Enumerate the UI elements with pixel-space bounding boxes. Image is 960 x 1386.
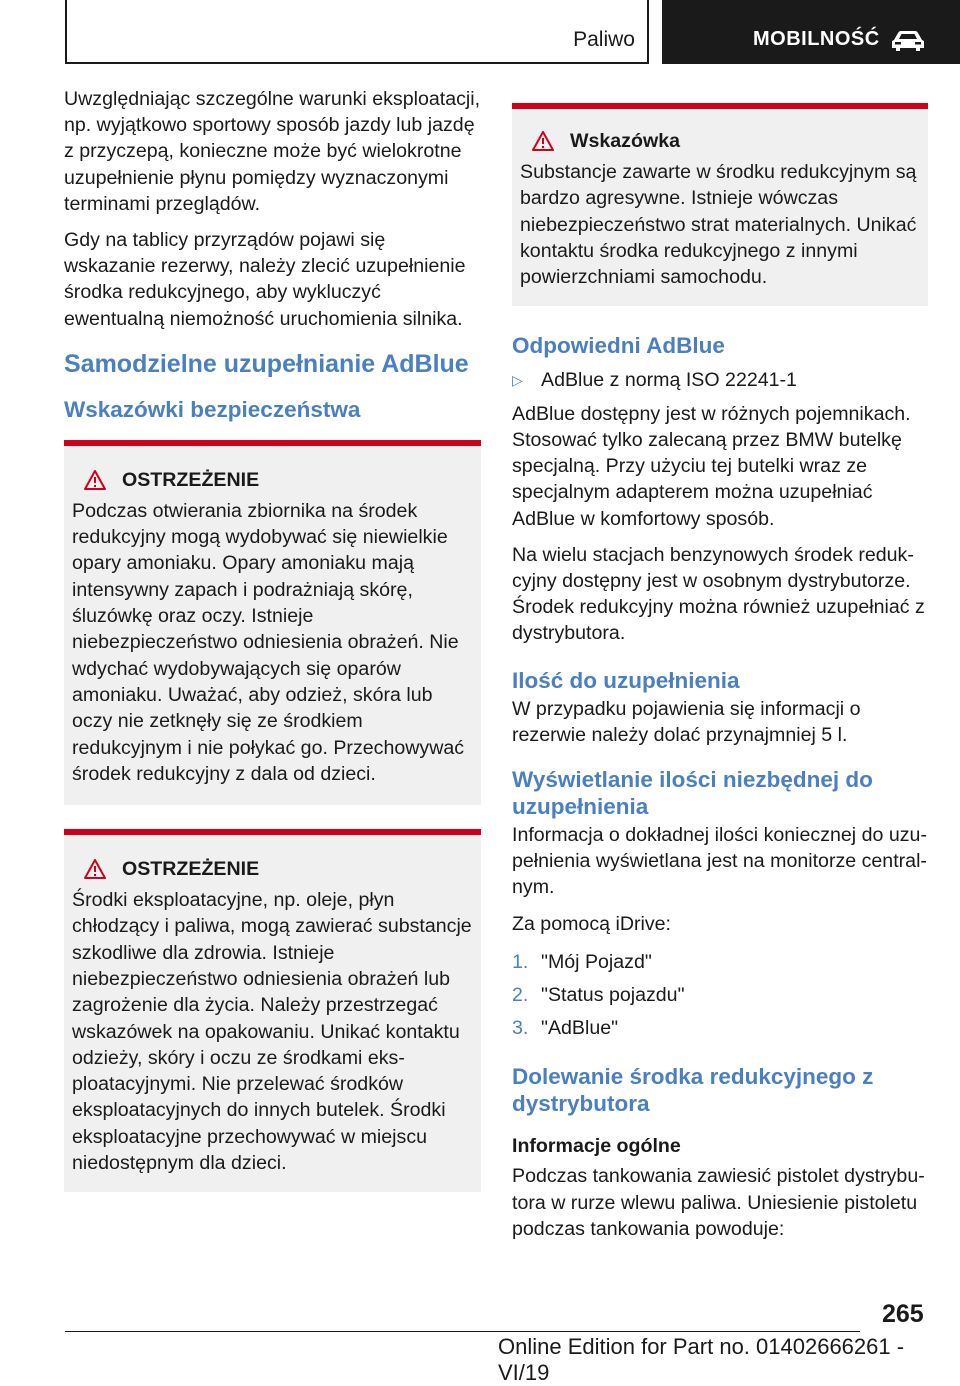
display-paragraph: Informacja o dokładnej ilości koniecznej do uzupełnienia wyświetlana jest na monitorze centralnym. [512, 823, 927, 899]
heading-display-amount: Wyświetlanie ilości niezbędnej do uzupełnienia [512, 766, 873, 819]
adblue-standard-item: AdBlue z normą ISO 22241-1 [541, 369, 797, 392]
header-frame [65, 0, 649, 64]
amount-paragraph: W przypadku pojawienia się informacji o rezerwie należy dolać przynajmniej 5 l. [512, 697, 861, 746]
heading-self-refill: Samodzielne uzupełnianie AdBlue [64, 349, 469, 378]
header-chapter-tab [662, 0, 960, 64]
step-text: "Mój Pojazd" [541, 950, 652, 973]
list-item [512, 1015, 928, 1041]
idrive-paragraph: Za pomocą iDrive: [512, 912, 671, 935]
warning-triangle-icon [84, 470, 106, 490]
warning-1-text: Podczas otwierania zbiornika na środek redukcyjny mogą wydobywać się niewielkie opary amoniaku. Opary amoniaku mają intensywny zapach i podrażniają skórę, śluzówkę oraz oczy. Istnieje niebezpieczeństwo odniesienia obrażeń. Nie wdychać wydobywających się oparów amoniaku. Uważać, aby odzież, skóra lub oczy nie zetknęły się ze środkiem redukcyjnym i nie połykać go. Przechowywać środek redukcyjny z dala od dzieci. [72, 499, 465, 785]
heading-general-info: Informacje ogólne [512, 1135, 681, 1158]
warning-2-text: Środki eksploatacyjne, np. oleje, płyn chłodzący i paliwa, mogą zawierać substancje szkodliwe dla zdrowia. Istnieje niebezpieczeństwo odniesienia obrażeń lub zagrożenie dla życia. Należy przestrzegać wskazówek na opakowaniu. Unikać kontaktu odzieży, skóry i oczu ze środkami eksploatacyjnymi. Nie przelewać środków eksploatacyjnych do innych butelek. Środki eksploatacyjne przechowywać w miejscu niedostępnym dla dzieci. [72, 889, 472, 1175]
step-number: 1. [512, 950, 529, 973]
right-column [512, 103, 928, 1252]
list-item [512, 949, 928, 975]
hint-text: Substancje zawarte w środku redukcyjnym są bardzo agresywne. Istnieje wówczas niebezpieczeństwo strat materialnych. Unikać kontaktu środka redukcyjnego z innymi powierzchniami samochodu. [520, 161, 917, 289]
step-text: "AdBlue" [541, 1017, 619, 1040]
step-number: 3. [512, 1017, 529, 1040]
footer-edition: Online Edition for Part no. 01402666261 - VI/19 [498, 1334, 905, 1385]
page-number: 265 [882, 1300, 924, 1328]
header-chapter-label: MOBILNOŚĆ [753, 28, 880, 50]
warning-2-title: OSTRZEŻENIE [122, 858, 260, 881]
heading-refill-from-pump: Dolewanie środka redukcyjnego z dystrybutora [512, 1064, 874, 1117]
footer-divider [65, 1331, 860, 1332]
warning-triangle-icon [84, 859, 106, 879]
warning-triangle-icon [532, 131, 554, 151]
header-section-title: Paliwo [573, 28, 635, 51]
adblue-paragraph-1: AdBlue dostępny jest w różnych pojemnikach. Stosować tylko zalecaną przez BMW butelkę specjalną. Przy użyciu tej butelki wraz ze specjalnym adapterem można uzupełniać AdBlue w komfortowy sposób. [512, 402, 911, 530]
general-paragraph: Podczas tankowania zawiesić pistolet dystrybutora w rurze wlewu paliwa. Uniesienie pistoletu podczas tankowania powoduje: [512, 1165, 925, 1240]
heading-suitable-adblue: Odpowiedni AdBlue [512, 333, 725, 359]
intro-paragraph-1: Uwzględniając szczególne warunki eksploatacji, np. wyjątkowo sportowy sposób jazdy lub jazdę z przyczepą, konieczne może być wielokrotne uzupełnienie płynu pomiędzy wyznaczonymi terminami przeglądów. [64, 88, 481, 215]
hint-box [512, 103, 928, 306]
warning-box-1 [64, 440, 481, 805]
heading-safety-notes: Wskazówki bezpieczeństwa [64, 396, 361, 422]
adblue-paragraph-2: Na wielu stacjach benzynowych środek redukcyjny dostępny jest w osobnym dystrybutorze. Środek redukcyjny można również uzupełniać z dystrybutora. [512, 543, 925, 645]
hint-title: Wskazówka [570, 130, 680, 152]
car-icon [890, 30, 926, 52]
left-column [64, 86, 481, 1192]
step-number: 2. [512, 983, 529, 1006]
list-item [512, 982, 928, 1008]
warning-1-title: OSTRZEŻENIE [122, 468, 260, 491]
list-item [512, 367, 928, 393]
step-text: "Status pojazdu" [541, 983, 685, 1006]
intro-paragraph-2: Gdy na tablicy przyrządów pojawi się wskazanie rezerwy, należy zlecić uzupełnienie środka redukcyjnego, aby wykluczyć ewentualną niemożność uruchomienia silnika. [64, 229, 466, 330]
triangle-marker-icon: ▷ [512, 372, 523, 389]
heading-refill-amount: Ilość do uzupełnienia [512, 667, 740, 693]
warning-box-2 [64, 829, 481, 1192]
